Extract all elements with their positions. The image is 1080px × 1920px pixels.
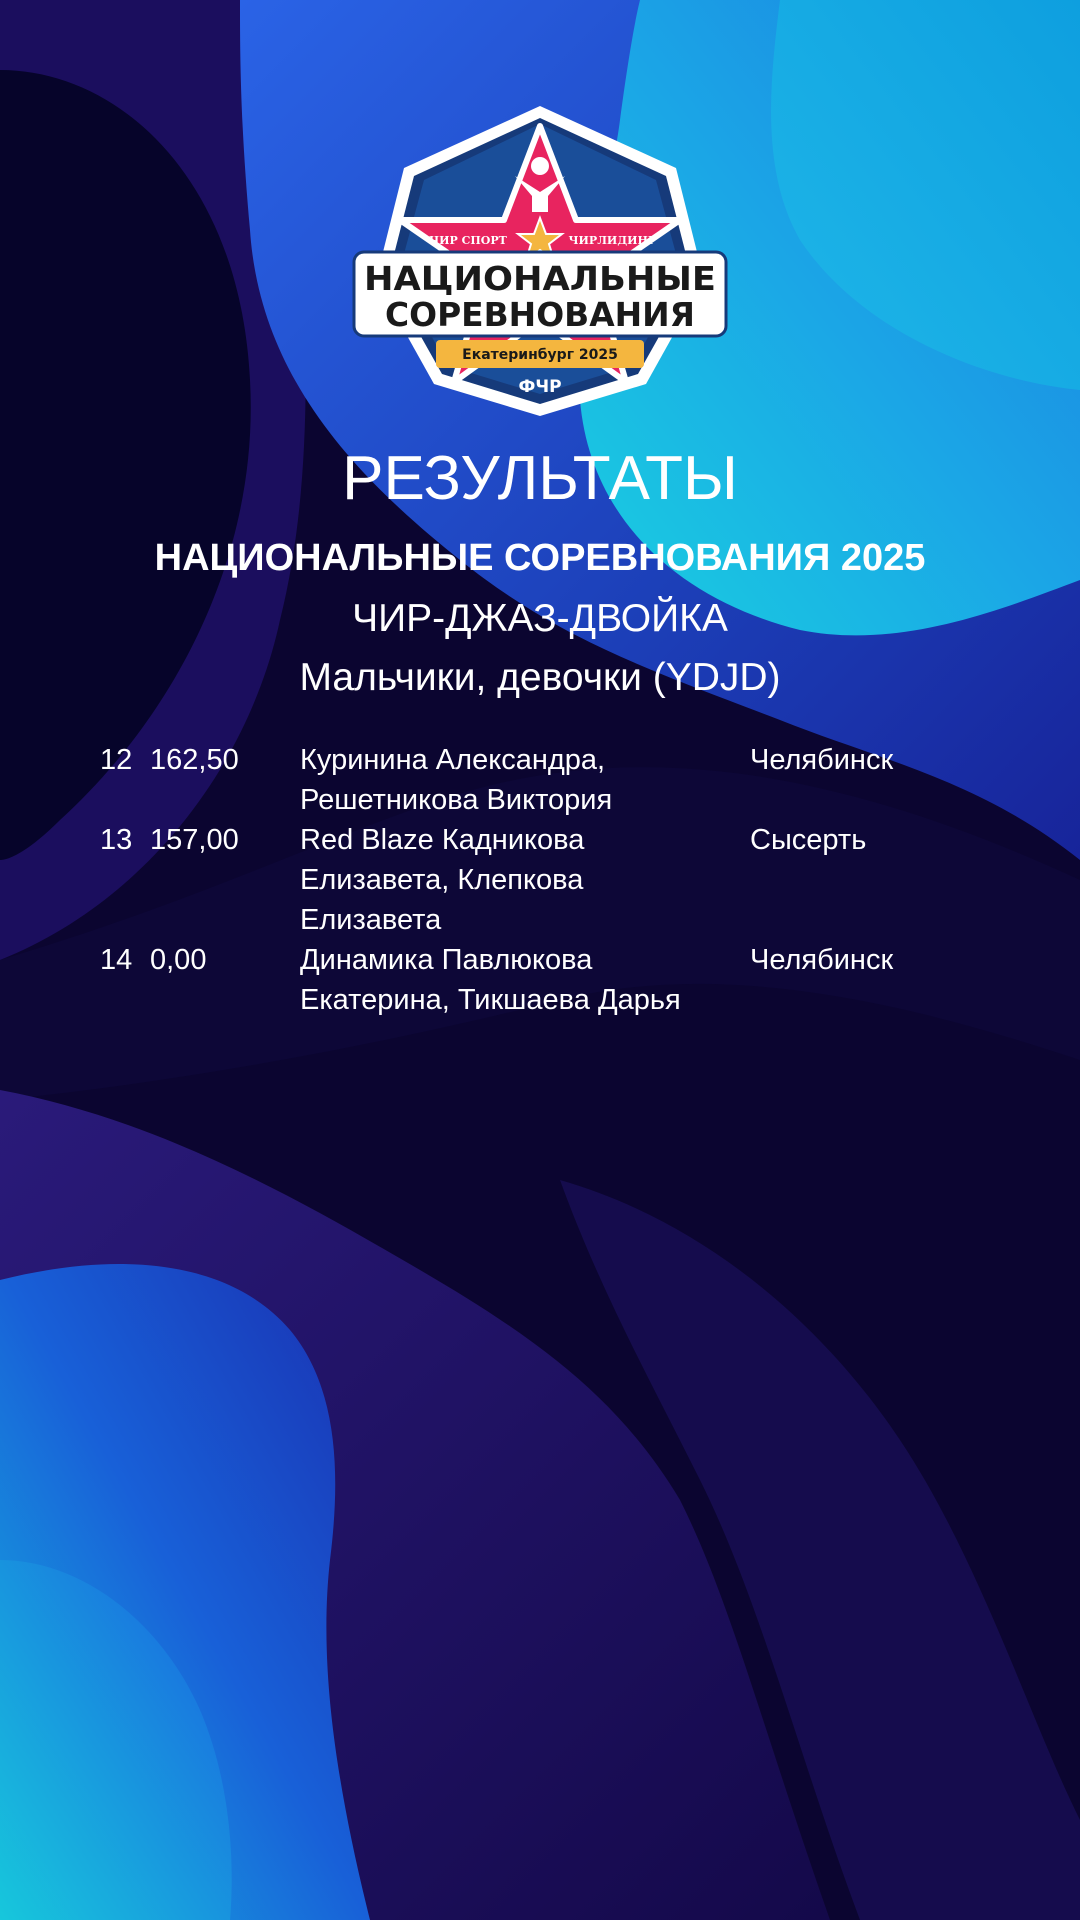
logo-tag-right: ЧИРЛИДИНГ [568, 234, 656, 247]
logo-tag-left: ЧИР СПОРТ [429, 234, 507, 247]
logo-title-line2: СОРЕВНОВАНИЯ [385, 295, 695, 334]
logo-title-line1: НАЦИОНАЛЬНЫЕ [364, 259, 716, 298]
result-score: 162,50 [150, 744, 239, 776]
result-place: 14 [100, 944, 133, 976]
result-place: 13 [100, 824, 133, 856]
logo-city-year: Екатеринбург 2025 [462, 347, 618, 363]
discipline-title: ЧИР-ДЖАЗ-ДВОЙКА [352, 597, 728, 640]
result-city: Сысерть [750, 824, 867, 856]
logo-org: ФЧР [518, 377, 562, 397]
result-row [0, 820, 1080, 940]
result-place: 12 [100, 744, 133, 776]
result-score: 0,00 [150, 944, 207, 976]
result-team-name: Red Blaze Кадникова Елизавета, Клепкова Елизавета [300, 824, 585, 936]
result-city: Челябинск [750, 744, 894, 776]
national-competition-logo [350, 100, 730, 420]
event-title: НАЦИОНАЛЬНЫЕ СОРЕВНОВАНИЯ 2025 [154, 537, 926, 579]
result-team-name: Динамика Павлюкова Екатерина, Тикшаева Дарья [300, 944, 681, 1016]
category-title: Мальчики, девочки (YDJD) [299, 656, 781, 699]
result-score: 157,00 [150, 824, 239, 856]
results-list [0, 740, 1080, 1020]
page-title: РЕЗУЛЬТАТЫ [342, 444, 738, 513]
cheerleader-figure-icon [531, 157, 549, 175]
result-city: Челябинск [750, 944, 894, 976]
result-row [0, 740, 1080, 820]
result-row [0, 940, 1080, 1020]
result-team-name: Куринина Александра, Решетникова Виктория [300, 744, 613, 816]
